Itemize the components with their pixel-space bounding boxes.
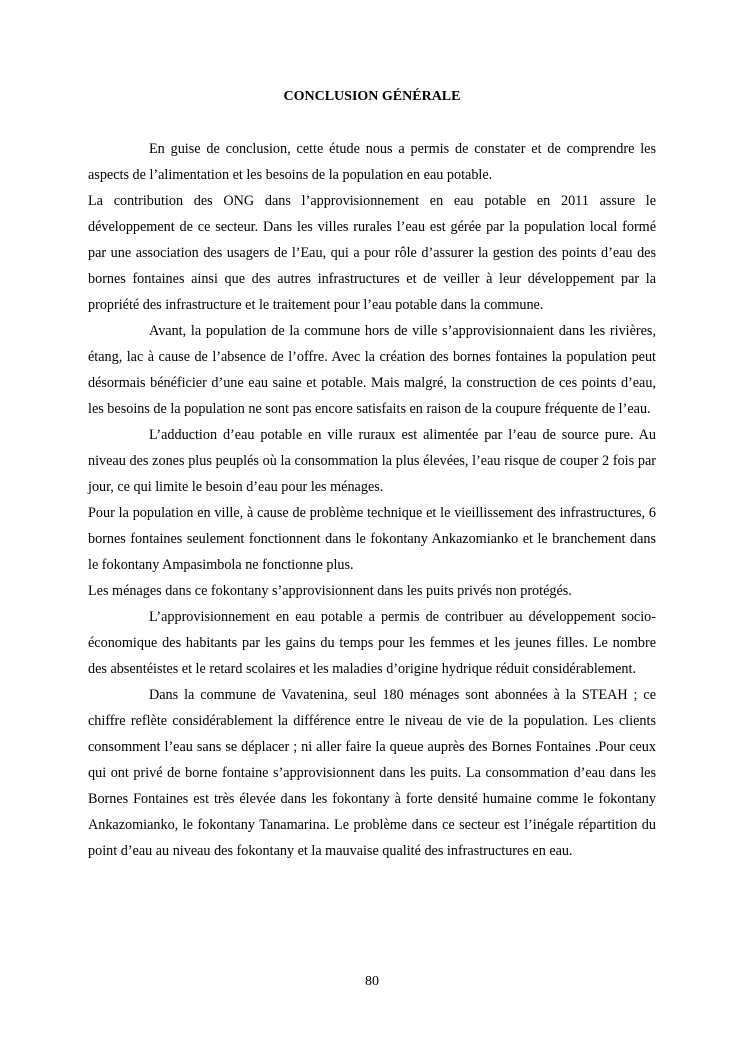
paragraph-7: L’approvisionnement en eau potable a permis de contribuer au développement socio-économique des habitants par les gains du temps pour les femmes et les jeunes filles. Le nombre des absentéistes et le retard scolaires et les maladies d’origine hydrique réduit considérablement. (88, 609, 656, 677)
paragraph-4: L’adduction d’eau potable en ville ruraux est alimentée par l’eau de source pure. Au niveau des zones plus peuplés où la consommation la plus élevées, l’eau risque de couper 2 fois par jour, ce qui limite le besoin d’eau pour les ménages. (88, 427, 656, 495)
paragraph-5: Pour la population en ville, à cause de problème technique et le vieillissement des infrastructures, 6 bornes fontaines seulement fonctionnent dans le fokontany Ankazomianko et le branchement dans le fokontany Ampasimbola ne fonctionne plus. (88, 505, 656, 573)
paragraph-2: La contribution des ONG dans l’approvisionnement en eau potable en 2011 assure le développement de ce secteur. Dans les villes rurales l’eau est gérée par la population local formé par une association des usagers de l’Eau, qui a pour rôle d’assurer la gestion des points d’eau des bornes fontaines ainsi que des autres infrastructures et de veiller à leur développement par la propriété des infrastructure et le traitement pour l’eau potable dans la commune. (88, 193, 656, 313)
page-title: CONCLUSION GÉNÉRALE (283, 89, 461, 104)
paragraph-8: Dans la commune de Vavatenina, seul 180 ménages sont abonnées à la STEAH ; ce chiffre reflète considérablement la différence entre le niveau de vie de la population. Les clients consomment l’eau sans se déplacer ; ni aller faire la queue auprès des Bornes Fontaines .Pour ceux qui ont privé de borne fontaine s’approvisionnent dans les puits. La consommation d’eau dans les Bornes Fontaines est très élevée dans les fokontany à forte densité humaine comme le fokontany Ankazomianko, le fokontany Tanamarina. Le problème dans ce secteur est l’inégale répartition du point d’eau au niveau des fokontany et la mauvaise qualité des infrastructures en eau. (88, 687, 656, 859)
paragraph-1: En guise de conclusion, cette étude nous a permis de constater et de comprendre les aspects de l’alimentation et les besoins de la population en eau potable. (88, 141, 656, 183)
page-number: 80 (365, 974, 379, 989)
paragraph-3: Avant, la population de la commune hors de ville s’approvisionnaient dans les rivières, étang, lac à cause de l’absence de l’offre. Avec la création des bornes fontaines la population peut désormais bénéficier d’une eau saine et potable. Mais malgré, la construction de ces points d’eau, les besoins de la population ne sont pas encore satisfaits en raison de la coupure fréquente de l’eau. (88, 323, 656, 417)
paragraph-6: Les ménages dans ce fokontany s’approvisionnent dans les puits privés non protégés. (88, 583, 572, 599)
document-body (88, 136, 656, 864)
